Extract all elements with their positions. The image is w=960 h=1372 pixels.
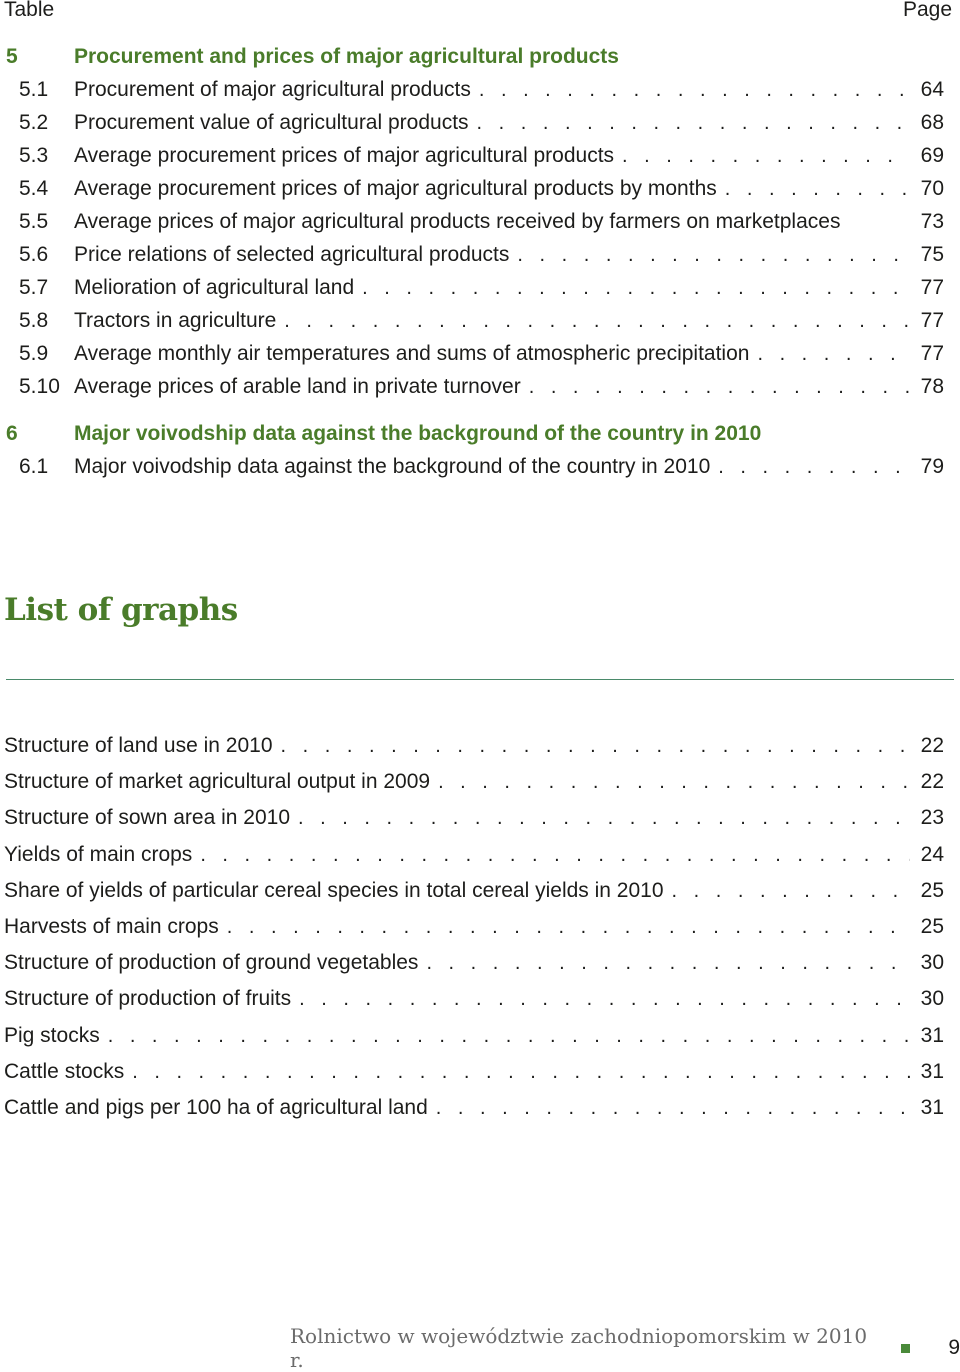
dot-leader [436,1090,910,1126]
table-column-label: Table [4,0,55,21]
toc-title: Average prices of major agricultural products received by farmers on marketplaces [74,210,841,233]
graph-page-number: 24 [920,842,944,866]
dot-leader [227,909,910,945]
list-of-graphs-heading: List of graphs [4,592,238,628]
toc-page-number: 70 [920,177,944,200]
toc-number: 5.1 [19,78,49,101]
toc-title: Average procurement prices of major agricultural products [74,144,615,167]
graph-page-number: 22 [920,734,944,757]
dot-leader [362,272,910,305]
toc-page-number: 73 [920,210,944,233]
toc-page-number: 77 [920,276,944,299]
toc-title: Major voivodship data against the background of the country in 2010 [74,455,711,478]
graph-page-number: 22 [920,770,944,794]
footer-square-icon [901,1344,910,1353]
toc-entry[interactable] [4,450,944,483]
graph-entry[interactable] [4,764,944,800]
dot-leader [477,107,910,140]
graph-title: Structure of sown area in 2010 [4,806,291,830]
toc-entry[interactable] [4,304,944,337]
toc-title: Procurement and prices of major agricultural products [74,45,619,68]
graph-title: Cattle and pigs per 100 ha of agricultural land [4,1095,428,1119]
footer-page-number: 9 [948,1336,960,1359]
toc-number: 5.3 [19,144,49,167]
graph-page-number: 25 [920,878,944,902]
graph-title: Harvests of main crops [4,914,219,938]
graph-entry[interactable] [4,981,944,1017]
toc-title: Major voivodship data against the background of the country in 2010 [74,422,762,445]
toc-page-number: 77 [920,309,944,332]
graph-page-number: 31 [920,1023,944,1047]
table-of-contents [4,40,944,483]
toc-title: Procurement value of agricultural products [74,111,469,134]
graph-entry[interactable] [4,1018,944,1054]
page-footer [290,1324,960,1372]
toc-entry[interactable] [4,337,944,370]
toc-title: Average monthly air temperatures and sums of atmospheric precipitation [74,342,750,365]
toc-number: 5.6 [19,243,49,266]
dot-leader [284,305,910,338]
dot-leader [132,1054,910,1090]
dot-leader [200,837,910,873]
toc-title: Average procurement prices of major agricultural products by months [74,177,717,200]
graph-entry[interactable] [4,837,944,873]
page-column-label: Page [902,0,952,21]
dot-leader [108,1018,910,1054]
dot-leader [438,764,910,800]
toc-page-number: 79 [920,455,944,478]
graph-title: Structure of production of fruits [4,987,292,1011]
toc-entry[interactable] [4,139,944,172]
graph-entry[interactable] [4,1054,944,1090]
toc-section-heading [4,417,944,450]
toc-title: Procurement of major agricultural products [74,78,471,101]
dot-leader [718,451,910,484]
toc-page-number: 75 [920,243,944,266]
toc-title: Tractors in agriculture [74,309,277,332]
toc-number: 5.5 [19,210,49,233]
toc-page-number: 78 [920,375,944,398]
toc-entry[interactable] [4,238,944,271]
graph-entry[interactable] [4,909,944,945]
toc-number: 5 [6,45,18,68]
graph-page-number: 30 [920,951,944,975]
graph-title: Share of yields of particular cereal species in total cereal yields in 2010 [4,878,664,902]
toc-title: Price relations of selected agricultural products [74,243,510,266]
toc-section-heading [4,40,944,73]
graph-entry[interactable] [4,873,944,909]
toc-title: Average prices of arable land in private turnover [74,375,521,398]
toc-entry[interactable] [4,73,944,106]
toc-title: Melioration of agricultural land [74,276,355,299]
table-header [4,0,952,24]
graph-page-number: 25 [920,914,944,938]
graphs-list [4,728,944,1126]
toc-entry[interactable] [4,172,944,205]
footer-publication-title: Rolnictwo w województwie zachodniopomorskim w 2010 r. [290,1324,868,1372]
dot-leader [479,74,910,107]
graph-entry[interactable] [4,945,944,981]
graph-title: Structure of market agricultural output in 2009 [4,770,431,794]
dot-leader [281,728,910,764]
toc-number: 5.2 [19,111,49,134]
dot-leader [672,873,910,909]
graph-page-number: 31 [920,1095,944,1119]
toc-number: 5.4 [19,177,49,200]
toc-number: 5.8 [19,309,49,332]
dot-leader [529,371,910,404]
toc-page-number: 69 [920,144,944,167]
dot-leader [426,945,910,981]
graph-page-number: 31 [920,1059,944,1083]
toc-number: 5.7 [19,276,49,299]
graph-title: Structure of land use in 2010 [4,734,273,757]
toc-number: 6 [6,422,18,445]
graph-page-number: 23 [920,806,944,830]
toc-page-number: 77 [920,342,944,365]
graph-entry[interactable] [4,728,944,764]
section-divider [6,679,954,680]
toc-entry[interactable] [4,271,944,304]
graph-entry[interactable] [4,800,944,836]
dot-leader [622,140,910,173]
graph-entry[interactable] [4,1090,944,1126]
graph-title: Cattle stocks [4,1059,125,1083]
toc-number: 5.9 [19,342,49,365]
toc-page-number: 64 [920,78,944,101]
dot-leader [298,800,910,836]
toc-entry[interactable] [4,106,944,139]
toc-number: 6.1 [19,455,49,478]
toc-number: 5.10 [19,375,60,398]
dot-leader [299,981,910,1017]
graph-page-number: 30 [920,987,944,1011]
toc-entry[interactable] [4,370,944,403]
graph-title: Pig stocks [4,1023,100,1047]
toc-entry[interactable] [4,205,944,238]
graph-title: Structure of production of ground vegetables [4,951,419,975]
dot-leader [517,239,910,272]
graph-title: Yields of main crops [4,842,193,866]
dot-leader [725,173,910,206]
dot-leader [757,338,910,371]
toc-page-number: 68 [920,111,944,134]
